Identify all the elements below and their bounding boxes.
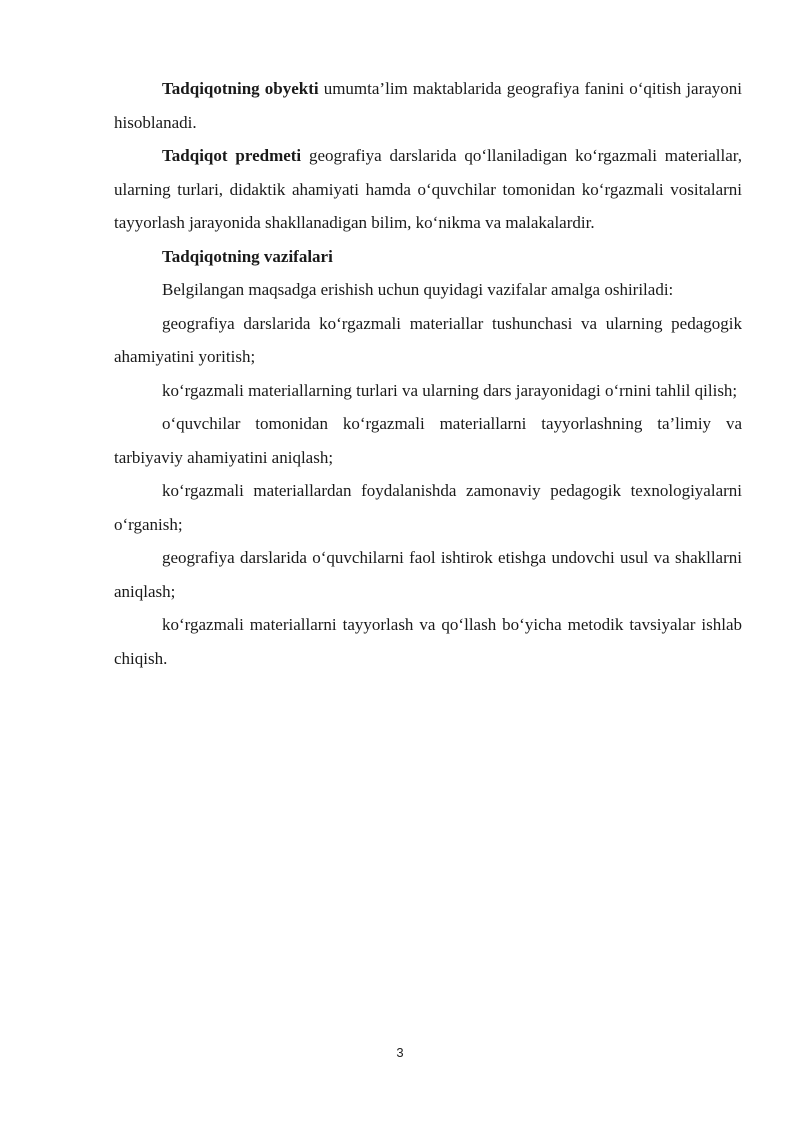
tasks-intro: Belgilangan maqsadga erishish uchun quyidagi vazifalar amalga oshiriladi: bbox=[162, 280, 674, 299]
task-item: ko‘rgazmali materiallardan foydalanishda zamonaviy pedagogik texnologiyalarni o‘rganish; bbox=[114, 481, 742, 534]
tasks-heading: Tadqiqotning vazifalari bbox=[162, 246, 333, 266]
research-subject-lead: Tadqiqot predmeti bbox=[162, 146, 302, 165]
task-item: ko‘rgazmali materiallarni tayyorlash va qo‘llash bo‘yicha metodik tavsiyalar ishlab chiqish. bbox=[114, 615, 742, 668]
task-item: ko‘rgazmali materiallarning turlari va ularning dars jarayonidagi o‘rnini tahlil qilish; bbox=[162, 380, 738, 400]
page-number: 3 bbox=[396, 1045, 404, 1060]
task-item: geografiya darslarida o‘quvchilarni faol ishtirok etishga undovchi usul va shakllarni aniqlash; bbox=[114, 548, 742, 601]
research-object-text: umumta’lim maktablarida geografiya fanini o‘qitish jarayoni hisoblanadi. bbox=[114, 79, 742, 132]
research-subject-paragraph bbox=[114, 139, 742, 240]
research-object-lead: Tadqiqotning obyekti bbox=[162, 79, 319, 98]
research-object-paragraph bbox=[114, 72, 742, 139]
task-item: o‘quvchilar tomonidan ko‘rgazmali materiallarni tayyorlashning ta’limiy va tarbiyaviy ahamiyatini aniqlash; bbox=[114, 414, 742, 467]
task-item: geografiya darslarida ko‘rgazmali materiallar tushunchasi va ularning pedagogik ahamiyatini yoritish; bbox=[114, 313, 742, 366]
research-subject-text: geografiya darslarida qo‘llaniladigan ko‘rgazmali materiallar, ularning turlari, didaktik ahamiyati hamda o‘quvchilar tomonidan ko‘rgazmali vositalarni tayyorlash jarayonida shakllanadigan bilim, ko‘nikma va malakalardir. bbox=[114, 146, 742, 232]
page-body bbox=[114, 72, 742, 675]
